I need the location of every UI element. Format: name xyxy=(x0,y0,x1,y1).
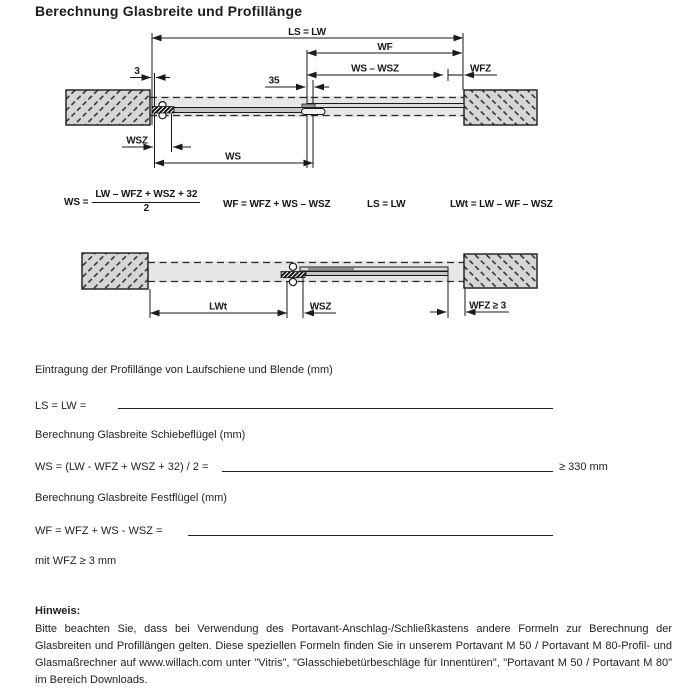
wall-right xyxy=(464,254,537,288)
dim-label-wfz-min: WFZ ≥ 3 xyxy=(469,300,506,312)
wall-left xyxy=(82,253,148,289)
diagram-open-position xyxy=(0,245,700,335)
dim-label-ls-lw: LS = LW xyxy=(288,28,326,38)
fixed-glass-panel xyxy=(307,104,464,108)
wall-left xyxy=(66,90,150,125)
section-formula-ls-lw: LS = LW = xyxy=(35,400,87,412)
dim-label-3: 3 xyxy=(134,66,140,77)
fill-in-line-ws xyxy=(222,471,553,472)
dim-label-35: 35 xyxy=(268,75,280,87)
formula-ws-numerator: LW – WFZ + WSZ + 32 xyxy=(92,190,200,203)
dim-label-ws-wsz: WS – WSZ xyxy=(351,63,399,75)
page-title: Berechnung Glasbreite und Profillänge xyxy=(35,3,303,19)
section-heading-profile-length: Eintragung der Profillänge von Laufschiene und Blende (mm) xyxy=(35,364,333,376)
sliding-glass-panel xyxy=(156,108,313,113)
panel-connector xyxy=(302,104,315,108)
sliding-glass-panel xyxy=(306,272,448,276)
hinweis-label: Hinweis: xyxy=(35,605,81,617)
dim-label-ws: WS xyxy=(225,151,241,163)
footnote-wfz-min: mit WFZ ≥ 3 mm xyxy=(35,555,117,567)
section-heading-sliding-glass: Berechnung Glasbreite Schiebeflügel (mm) xyxy=(35,429,246,441)
dim-label-wf: WF xyxy=(377,42,393,53)
fill-in-line-wf xyxy=(188,535,553,536)
formula-ws xyxy=(64,190,200,214)
section-formula-ws: WS = (LW - WFZ + WSZ + 32) / 2 = xyxy=(35,461,209,473)
fill-in-line-ls-lw xyxy=(118,408,553,409)
hinweis-body: Bitte beachten Sie, dass bei Verwendung des Portavant-Anschlag-/Schließkastens andere Formeln zur Berechnung der Glasbreiten und Profillängen gelten. Diese speziellen Formeln finden Sie in unserem Portavant M 50 / Portavant M 80-Profil- und Glasmaßrechner auf www.willach.com unter "Vitris", "Glasschiebetürbeschläge für Innentüren", "Portavant M 50 / Portavant M 80" im Bereich Downloads. xyxy=(35,623,672,686)
dim-label-wsz: WSZ xyxy=(126,135,148,147)
formula-ws-prefix: WS = xyxy=(64,196,89,208)
diagram-closed-position xyxy=(0,28,700,183)
wall-right xyxy=(464,90,537,125)
formula-wf: WF = WFZ + WS – WSZ xyxy=(223,199,331,210)
dim-label-wfz: WFZ xyxy=(469,63,492,75)
min-value-ws: ≥ 330 mm xyxy=(559,461,608,473)
section-heading-fixed-glass: Berechnung Glasbreite Festflügel (mm) xyxy=(35,492,227,504)
formula-ws-denominator: 2 xyxy=(143,202,150,214)
extension-lines xyxy=(150,276,465,318)
formula-lwt: LWt = LW – WF – WSZ xyxy=(450,199,553,210)
dim-label-wsz: WSZ xyxy=(309,301,332,313)
formula-ls: LS = LW xyxy=(367,199,406,210)
dim-label-lwt: LWt xyxy=(209,301,227,313)
formula-ws-fraction xyxy=(92,190,200,214)
section-formula-wf: WF = WFZ + WS - WSZ = xyxy=(35,525,163,537)
panel-bracket xyxy=(302,109,326,115)
panel-cap xyxy=(308,268,354,270)
